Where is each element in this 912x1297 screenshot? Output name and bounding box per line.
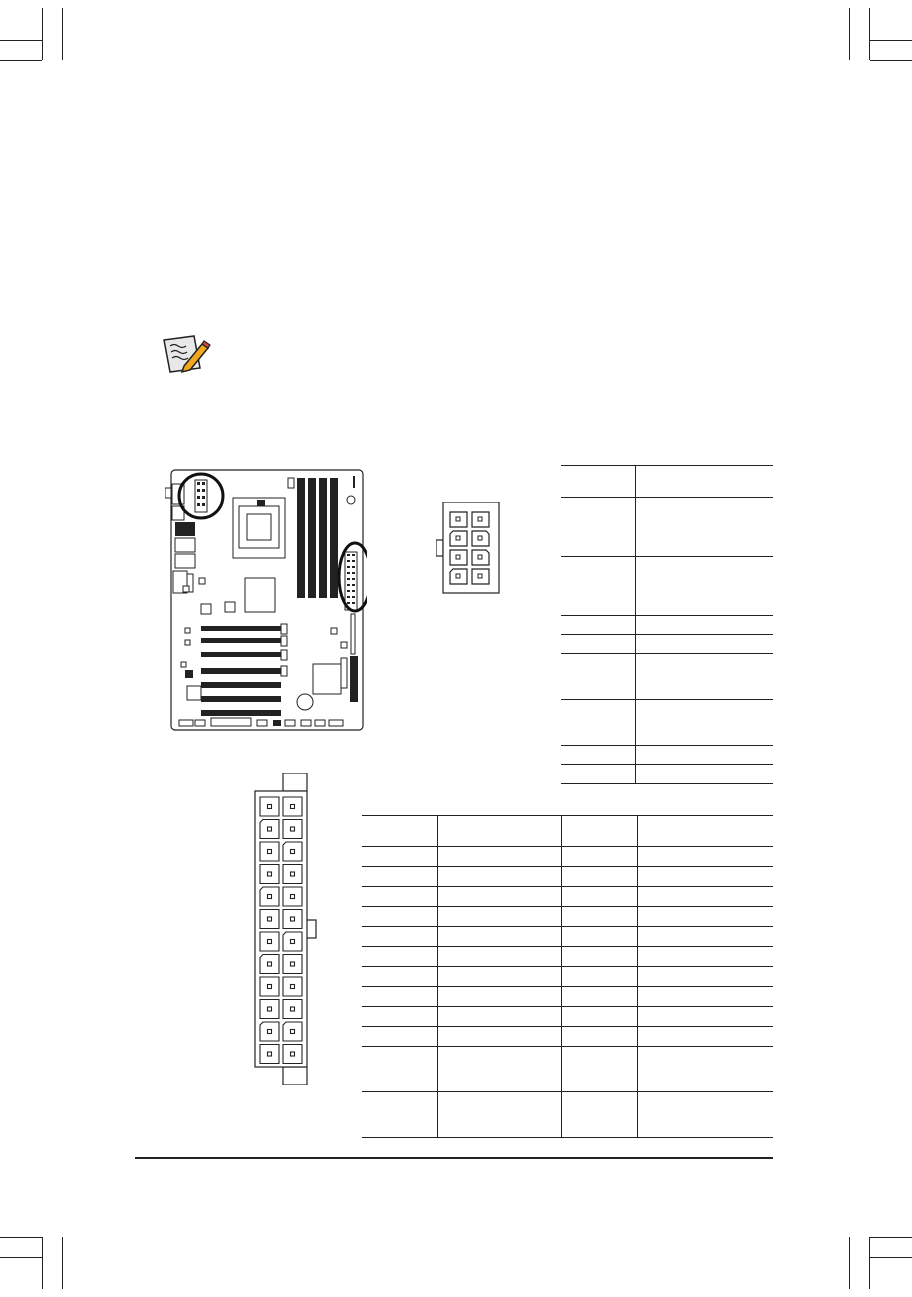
table-row: [362, 987, 773, 1007]
pin-contact: [268, 850, 272, 854]
table-row: [362, 847, 773, 867]
table-row: [561, 466, 773, 498]
table-row: [362, 1027, 773, 1047]
pin-contact: [268, 917, 272, 921]
table-row: [362, 967, 773, 987]
pin-contact: [268, 962, 272, 966]
pin-contact: [291, 1052, 295, 1056]
pin-contact: [268, 872, 272, 876]
table-row: [362, 947, 773, 967]
pin-contact: [291, 1007, 295, 1011]
pin-contact: [291, 850, 295, 854]
table-row: [362, 1047, 773, 1092]
pin-contact: [291, 895, 295, 899]
pin-contact: [268, 1007, 272, 1011]
atx12v-pin-table: [561, 465, 773, 784]
table-row: [561, 557, 773, 616]
table-row: [362, 907, 773, 927]
table-row: [561, 498, 773, 557]
pencil-note-icon: [160, 332, 212, 376]
table-row: [561, 765, 773, 784]
table-row: [362, 1092, 773, 1138]
pin-contact: [291, 962, 295, 966]
table-row: [362, 867, 773, 887]
pin-contact: [268, 827, 272, 831]
table-row: [561, 616, 773, 635]
table-row: [362, 887, 773, 907]
pin-contact: [268, 1052, 272, 1056]
pin-contact: [291, 872, 295, 876]
pin-contact: [291, 1030, 295, 1034]
table-row: [561, 654, 773, 700]
pin-contact: [291, 827, 295, 831]
table-row: [561, 700, 773, 746]
pin-contact: [268, 940, 272, 944]
table-row: [362, 927, 773, 947]
pin-contact: [268, 805, 272, 809]
atx-main-pin-table: [362, 815, 773, 1138]
pin-contact: [291, 917, 295, 921]
table-row: [362, 1007, 773, 1027]
table-header: [362, 816, 773, 847]
pin-contact: [291, 985, 295, 989]
pin-contact: [291, 805, 295, 809]
atx-main-connector-drawing: [250, 773, 322, 1085]
table-row: [561, 746, 773, 765]
table-row: [561, 635, 773, 654]
pin-contact: [268, 1030, 272, 1034]
footer-rule: [135, 1157, 773, 1159]
pin-contact: [268, 895, 272, 899]
pin-contact: [291, 940, 295, 944]
atx12v-connector-drawing: [436, 502, 500, 594]
motherboard-layout-diagram: [165, 468, 367, 733]
pin-contact: [268, 985, 272, 989]
